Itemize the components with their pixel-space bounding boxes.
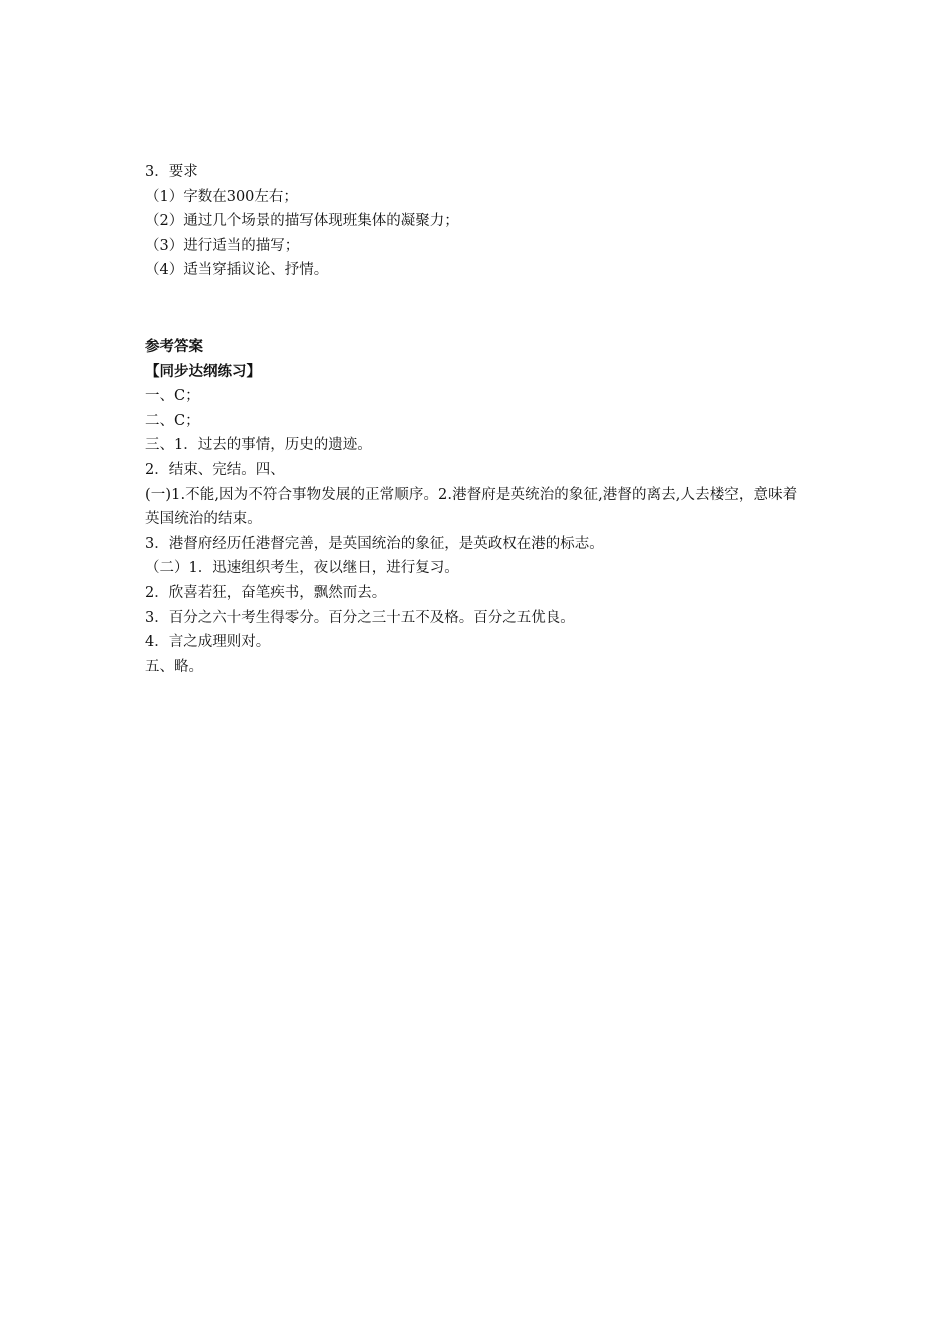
answer-line-11: 五、略。 — [145, 658, 203, 675]
answer-line-4: 2．结束、完结。四、 — [145, 461, 285, 478]
requirement-item-4: （4）适当穿插议论、抒情。 — [145, 262, 329, 279]
answer-line-10: 4．言之成理则对。 — [145, 634, 271, 651]
requirement-item-2: （2）通过几个场景的描写体现班集体的凝聚力； — [145, 213, 459, 230]
requirement-item-1: （1）字数在300左右； — [145, 188, 298, 205]
answer-line-9: 3．百分之六十考生得零分。百分之三十五不及格。百分之五优良。 — [145, 609, 575, 626]
answer-line-3: 三、1．过去的事情，历史的遗迹。 — [145, 437, 372, 454]
answers-subtitle: 【同步达纲练习】 — [145, 363, 261, 380]
answer-line-1: 一、C； — [145, 388, 200, 405]
requirement-item-3: （3）进行适当的描写； — [145, 237, 300, 254]
answer-line-8: 2．欣喜若狂，奋笔疾书，飘然而去。 — [145, 584, 387, 601]
requirements-heading: 3．要求 — [145, 164, 198, 180]
answer-line-7: （二）1．迅速组织考生，夜以继日，进行复习。 — [145, 560, 459, 577]
answer-line-5: (一)1.不能,因为不符合事物发展的正常顺序。2.港督府是英统治的象征,港督的离去,人去楼空，意味着英国统治的结束。 — [145, 486, 798, 528]
answer-line-2: 二、C； — [145, 412, 200, 429]
answer-line-6: 3．港督府经历任港督完善，是英国统治的象征，是英政权在港的标志。 — [145, 535, 604, 552]
answers-title: 参考答案 — [145, 339, 203, 355]
answers-section — [145, 335, 810, 679]
requirements-section — [145, 160, 810, 283]
